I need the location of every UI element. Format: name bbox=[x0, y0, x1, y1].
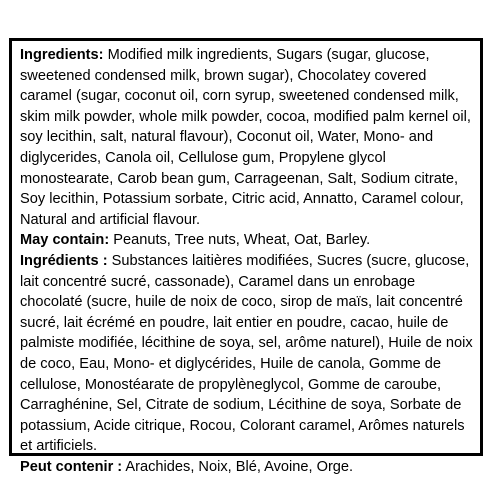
english-may-contain-list: Peanuts, Tree nuts, Wheat, Oat, Barley. bbox=[109, 232, 371, 249]
french-allergen-paragraph bbox=[20, 457, 473, 478]
english-ingredients-list: Modified milk ingredients, Sugars (sugar, glucose, sweetened condensed milk, brown sugar), Chocolatey covered caramel (sugar, coconut oil, corn syrup, sweetened condensed milk, skim milk powder, whole milk powder, cocoa, modified palm kernel oil, soy lecithin, salt, natural flavour), Coconut oil, Water, Mono- and diglycerides, Canola oil, Cellulose gum, Propylene glycol monostearate, Carob bean gum, Carrageenan, Salt, Sodium citrate, Soy lecithin, Potassium sorbate, Citric acid, Annatto, Caramel colour, Natural and artificial flavour. bbox=[20, 47, 471, 228]
ingredients-label-panel bbox=[9, 38, 483, 475]
french-may-contain-list: Arachides, Noix, Blé, Avoine, Orge. bbox=[122, 458, 354, 475]
french-ingredients-heading: Ingrédients : bbox=[20, 252, 108, 269]
french-may-contain-heading: Peut contenir : bbox=[20, 458, 123, 475]
english-ingredients-paragraph bbox=[20, 45, 473, 230]
english-may-contain-heading: May contain: bbox=[20, 232, 110, 249]
french-ingredients-paragraph bbox=[20, 251, 473, 457]
english-ingredients-heading: Ingredients: bbox=[20, 47, 104, 63]
french-ingredients-list: Substances laitières modifiées, Sucres (sucre, glucose, lait concentré sucré, cassonade), Caramel dans un enrobage chocolaté (sucre, huile de noix de coco, sirop de maïs, lait concentré sucré, lait écrémé en poudre, lait entier en poudre, cacao, huile de palmiste modifiée, lécithine de soya, sel, arôme naturel), Huile de noix de coco, Eau, Mono- et diglycérides, Huile de canola, Gomme de cellulose, Monostéarate de propylèneglycol, Gomme de caroube, Carraghénine, Sel, Citrate de sodium, Lécithine de soya, Sorbate de potassium, Acide citrique, Rocou, Colorant caramel, Arômes naturels et artificiels. bbox=[20, 252, 473, 455]
english-allergen-paragraph bbox=[20, 230, 473, 251]
